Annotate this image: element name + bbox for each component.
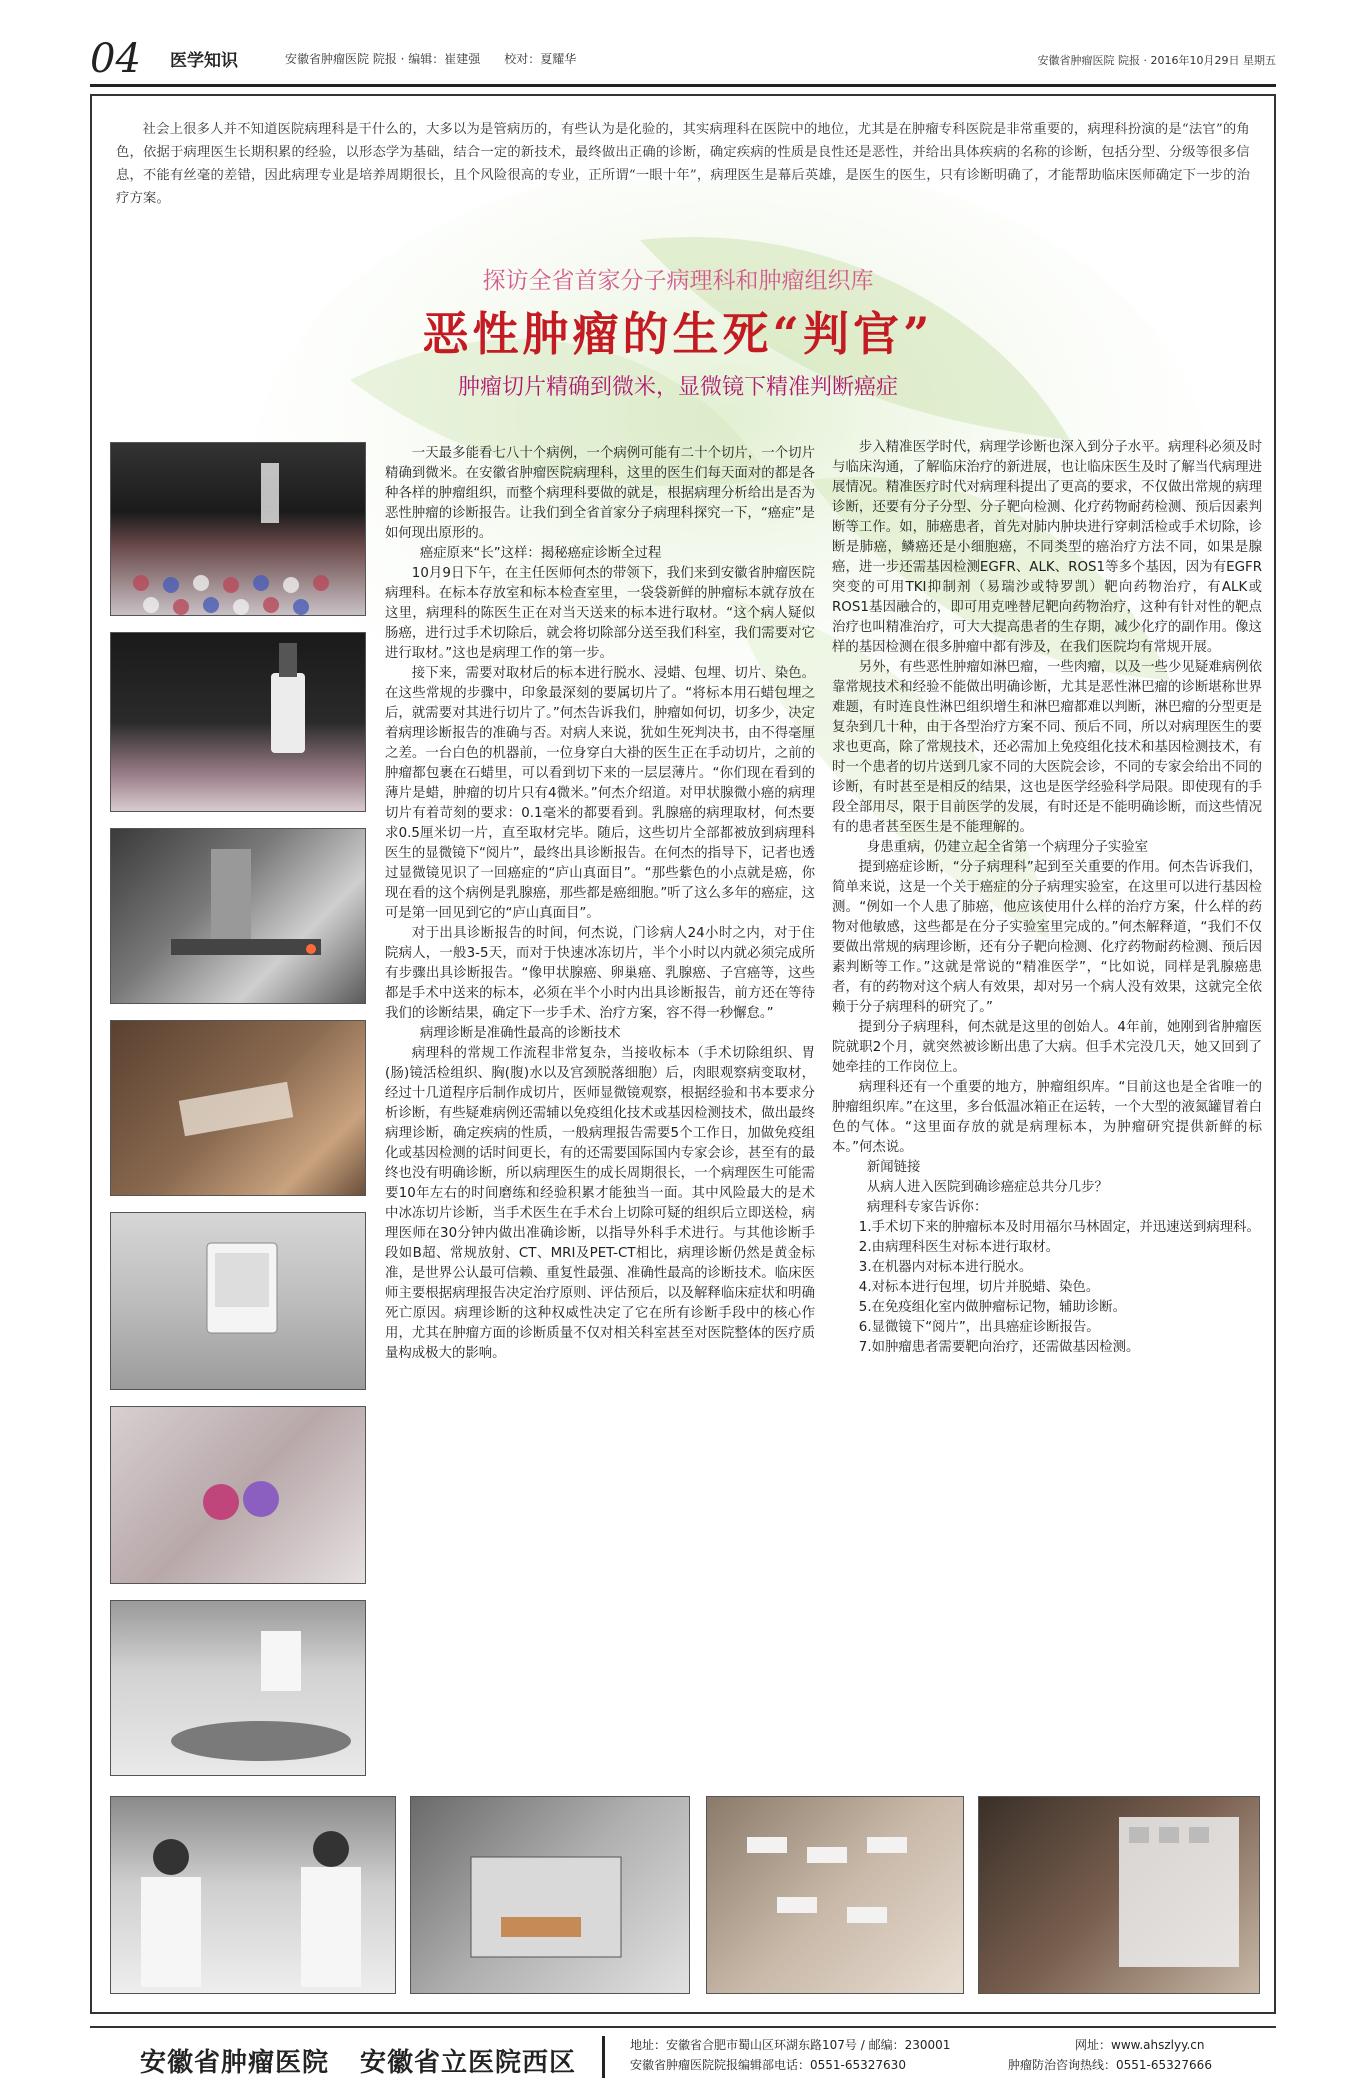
section-subheading: 病理科专家告诉你： (866, 1200, 988, 1215)
doctors-microscopes-photo (110, 1796, 396, 1994)
page-header (90, 34, 1276, 86)
liquid-nitrogen-tank-photo (110, 1600, 366, 1776)
header-rule (90, 84, 1276, 87)
tissue-cassette-photo (110, 1212, 366, 1390)
slide-in-hand-photo (110, 1020, 366, 1196)
body-paragraph: 10月9日下午，在主任医师何杰的带领下，我们来到安徽省肿瘤医院病理科。在标本存放室和标本检查室里，一袋袋新鲜的肿瘤标本就存放在这里，病理科的陈医生正在对当天送来的标本进行取材。“这个病人疑似肠癌，进行过手术切除后，就会将切除部分送至我们科室，我们需要对它进行取材。”这也是病理工作的第一步。 (385, 566, 815, 661)
list-item: 5.在免疫组化室内做肿瘤标记物，辅助诊断。 (858, 1300, 1126, 1315)
page-number: 04 (90, 36, 141, 82)
body-paragraph: 一天最多能看七八十个病例，一个病例可能有二十个切片，一个切片精确到微米。在安徽省肿瘤医院病理科，这里的医生们每天面对的都是各种各样的肿瘤组织，而整个病理科要做的就是，根据病理分析给出是否为恶性肿瘤的诊断报告。让我们到全省首家分子病理科探究一下，“癌症”是如何现出原形的。 (385, 446, 815, 541)
issue-info: 安徽省肿瘤医院 院报 · 2016年10月29日 星期五 (1037, 54, 1276, 67)
article-headline: 恶性肿瘤的生死“判官” (422, 307, 934, 361)
footer-editorial-phone: 安徽省肿瘤医院院报编辑部电话：0551-65327630 (630, 2058, 906, 2072)
body-paragraph: 提到分子病理科，何杰就是这里的创始人。4年前，她刚到省肿瘤医院就职2个月，就突然被诊断出患了大病。但手术完没几天，她又回到了她牵挂的工作岗位上。 (832, 1020, 1262, 1075)
list-item: 3.在机器内对标本进行脱水。 (858, 1260, 1033, 1275)
footer-rule (90, 2026, 1276, 2028)
slides-on-table-photo (706, 1796, 964, 1994)
footer-hospital-name-2: 安徽省立医院西区 (360, 2048, 577, 2078)
section-subheading: 癌症原来“长”这样：揭秘癌症诊断全过程 (419, 546, 662, 561)
stained-slides-photo (110, 1406, 366, 1584)
article-column-middle (385, 444, 815, 1364)
body-paragraph: 另外，有些恶性肿瘤如淋巴瘤，一些肉瘤，以及一些少见疑难病例依靠常规技术和经验不能做出明确诊断，尤其是恶性淋巴瘤的诊断堪称世界难题，有时连良性淋巴组织增生和淋巴瘤都难以判断，淋巴瘤的分型更是复杂到几十种，由于各型治疗方案不同、预后不同，所以对病理医生的要求也更高，除了常规技术，还必需加上免疫组化技术和基因检测技术，有时一个患者的切片送到几家不同的大医院会诊，不同的专家会给出不同的诊断，有时甚至是相反的结果，这也是医学经验科学局限。即使现有的手段全部用尽，限于目前医学的发展，有时还是不能明确诊断，而这些情况有的患者甚至医生是不能理解的。 (832, 660, 1262, 835)
microtome-cutting-photo (410, 1796, 690, 1994)
footer-divider (602, 2036, 605, 2078)
list-item: 2.由病理科医生对标本进行取材。 (858, 1240, 1060, 1255)
article-column-right (832, 438, 1262, 1358)
article-kicker: 探访全省首家分子病理科和肿瘤组织库 (482, 268, 874, 294)
body-paragraph: 病理科的常规工作流程非常复杂，当接收标本（手术切除组织、胃(肠)镜活检组织、胸(腹)水以及宫颈脱落细胞）后，肉眼观察病变取材，经过十几道程序后制作成切片，医师显微镜观察，根据经验和书本要求分析诊断，有些疑难病例还需辅以免疫组化技术或基因检测技术，做出最终病理诊断，确定疾病的性质，一般病理报告需要5个工作日，加做免疫组化或基因检测的话时间更长，有的还需要国际国内专家会诊，甚至有的最终也没有明确诊断，所以病理医生的成长周期很长，一个病理医生可能需要10年左右的时间磨练和经验积累才能独当一面。其中风险最大的是术中冰冻切片诊断，当手术医生在手术台上切除可疑的组织后立即送检，病理医师在30分钟内做出准确诊断，以指导外科手术进行。与其他诊断手段如B超、常规放射、CT、MRI及PET-CT相比，病理诊断仍然是黄金标准，是世界公认最可信赖、重复性最强、准确性最高的诊断技术。临床医师主要根据病理报告决定治疗原则、评估预后，以及解释临床症状和明确死亡原因。病理诊断的这种权威性决定了它在所有诊断手段中的核心作用，尤其在肿瘤方面的诊断质量不仅对相关科室甚至对医院整体的医疗质量构成极大的影响。 (385, 1046, 815, 1361)
body-paragraph: 步入精准医学时代，病理学诊断也深入到分子水平。病理科必须及时与临床沟通，了解临床治疗的新进展，也让临床医生及时了解当代病理进展情况。精准医疗时代对病理科提出了更高的要求，不仅做出常规的病理诊断，还要有分子分型、分子靶向检测、化疗药物耐药检测、预后因素判断等工作。如，肺癌患者，首先对肺内肿块进行穿刺活检或手术切除，诊断是肺癌，鳞癌还是小细胞癌，不同类型的癌治疗方法不同，如果是腺癌，进一步还需基因检测EGFR、ALK、ROS1等多个基因，因为有EGFR突变的可用TKI抑制剂（易瑞沙或特罗凯）靶向药物治疗，有ALK或ROS1基因融合的，即可用克唑替尼靶向药物治疗，这种有针对性的靶点治疗也叫精准治疗，可大大提高患者的生存期，减少化疗的副作用。像这样的基因检测在很多肿瘤中都有涉及，在我们医院均有常规开展。 (832, 440, 1262, 655)
intro-paragraph: 社会上很多人并不知道医院病理科是干什么的，大多以为是管病历的，有些认为是化验的，其实病理科在医院中的地位，尤其是在肿瘤专科医院是非常重要的，病理科扮演的是“法官”的角色，依据于病理医生长期积累的经验，以形态学为基础，结合一定的新技术，最终做出正确的诊断，确定疾病的性质是良性还是恶性，并给出具体疾病的名称的诊断，包括分型、分级等很多信息，不能有丝毫的差错，因此病理专业是培养周期很长，且个风险很高的专业，正所谓“一眼十年”，病理医生是幕后英雄，是医生的医生，只有诊断明确了，才能帮助临床医师确定下一步的治疗方案。 (116, 122, 1251, 206)
microscope-photo (110, 828, 366, 1004)
article-subheadline: 肿瘤切片精确到微米，显微镜下精准判断癌症 (457, 375, 898, 400)
section-subheading: 身患重病，仍建立起全省第一个病理分子实验室 (866, 840, 1149, 855)
list-item: 7.如肿瘤患者需要靶向治疗，还需做基因检测。 (858, 1340, 1140, 1355)
section-subheading: 新闻链接 (866, 1160, 921, 1175)
list-item: 1.手术切下来的肿瘤标本及时用福尔马林固定，并迅速送到病理科。 (858, 1220, 1260, 1235)
list-item: 6.显微镜下“阅片”，出具癌症诊断报告。 (858, 1320, 1100, 1335)
body-paragraph: 对于出具诊断报告的时间，何杰说，门诊病人24小时之内，对于住院病人，一般3-5天，而对于快速冰冻切片，半个小时以内就必须完成所有步骤出具诊断报告。“像甲状腺癌、卵巢癌、乳腺癌、子宫癌等，这些都是手术中送来的标本，必须在半个小时内出具诊断报告，前方还在等待我们的诊断结果，确定下一步手术、治疗方案，容不得一秒懈怠。” (385, 926, 815, 1021)
specimen-vial-photo (110, 632, 366, 812)
cassette-rack-photo (978, 1796, 1260, 1994)
section-subheading: 从病人进入医院到确诊癌症总共分几步？ (866, 1180, 1108, 1195)
footer-hotline: 肿瘤防治咨询热线：0551-65327666 (1008, 2058, 1212, 2072)
body-paragraph: 病理科还有一个重要的地方，肿瘤组织库。“目前这也是全省唯一的肿瘤组织库。”在这里，多台低温冰箱正在运转，一个大型的液氮罐冒着白色的气体。“这里面存放的就是病理标本，为肿瘤研究提供新鲜的标本。”何杰说。 (832, 1080, 1262, 1155)
body-paragraph: 接下来，需要对取材后的标本进行脱水、浸蜡、包埋、切片、染色。在这些常规的步骤中，印象最深刻的要属切片了。“将标本用石蜡包埋之后，就需要对其进行切片了。”何杰告诉我们，肿瘤如何切，切多少，决定着病理诊断报告的准确与否。对病人来说，犹如生死判决书，由不得毫厘之差。一台白色的机器前，一位身穿白大褂的医生正在手动切片，之前的肿瘤都包裹在石蜡里，可以看到切下来的一层层薄片。“你们现在看到的薄片是蜡，肿瘤的切片只有4微米。”何杰介绍道。对甲状腺微小癌的病理切片有着苛刻的要求：0.1毫米的都要看到。乳腺癌的病理取材，何杰要求0.5厘米切一片，直至取材完毕。随后，这些切片全部都被放到病理科医生的显微镜下“阅片”，最终出具诊断报告。在何杰的指导下，记者也透过显微镜见识了一回癌症的“庐山真面目”。“那些紫色的小点就是癌，你现在看的这个病例是乳腺癌，那些都是癌细胞。”听了这么多年的癌症，这可是第一回见到它的“庐山真面目”。 (385, 666, 815, 921)
sample-tray-photo (110, 442, 366, 616)
footer-website: 网址：www.ahszlyy.cn (1075, 2038, 1205, 2052)
body-paragraph: 提到癌症诊断，“分子病理科”起到至关重要的作用。何杰告诉我们，简单来说，这是一个关于癌症的分子病理实验室，在这里可以进行基因检测。“例如一个人患了肺癌，他应该使用什么样的治疗方案，什么样的药物对他敏感，这些都是在分子实验室里完成的。”何杰解释道，“我们不仅要做出常规的病理诊断，还有分子靶向检测、化疗药物耐药检测、预后因素判断等工作。”这就是常说的“精准医学”，“比如说，同样是乳腺癌患者，有的药物对这个病人有效果，却对另一个病人没有效果，这就完全依赖于分子病理科的研究了。” (832, 860, 1262, 1015)
list-item: 4.对标本进行包埋，切片并脱蜡、染色。 (858, 1280, 1100, 1295)
footer-hospital-name: 安徽省肿瘤医院 (140, 2048, 330, 2078)
editor-line: 安徽省肿瘤医院 院报 · 编辑：崔建强 校对：夏耀华 (285, 52, 577, 66)
footer-address: 地址：安徽省合肥市蜀山区环湖东路107号 / 邮编：230001 (630, 2038, 951, 2052)
section-subheading: 病理诊断是准确性最高的诊断技术 (419, 1026, 621, 1041)
section-name: 医学知识 (170, 51, 238, 71)
